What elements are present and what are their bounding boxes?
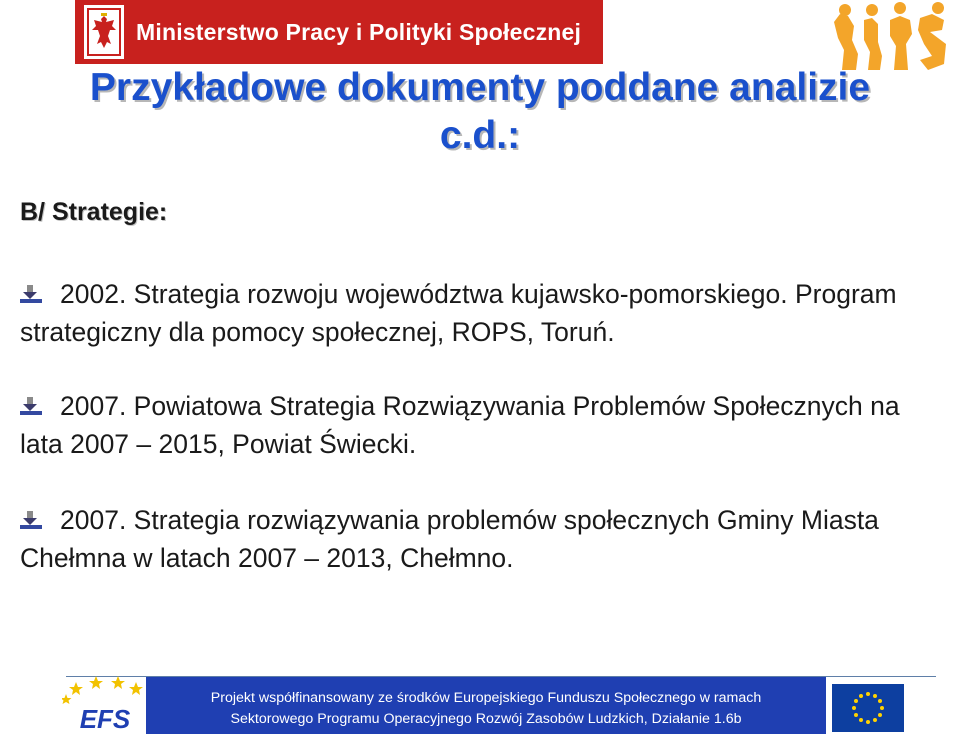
arrow-bullet-icon xyxy=(20,510,42,530)
list-item xyxy=(20,387,945,463)
efs-logo-text: EFS xyxy=(79,704,131,734)
arrow-bullet-icon xyxy=(20,396,42,416)
list-item xyxy=(20,275,945,351)
footer-line2: Sektorowego Programu Operacyjnego Rozwój Zasobów Ludzkich, Działanie 1.6b xyxy=(230,711,742,727)
ministry-banner xyxy=(75,0,603,64)
eu-flag-icon xyxy=(832,684,904,732)
efs-logo xyxy=(62,676,148,734)
section-subtitle: B/ Strategie: xyxy=(20,198,168,226)
list-item xyxy=(20,501,945,577)
polish-eagle-icon xyxy=(84,5,124,59)
slide-title xyxy=(0,64,960,160)
list-item-text: 2007. Powiatowa Strategia Rozwiązywania Problemów Społecznych na lata 2007 – 2015, Powiat Świecki. xyxy=(20,391,900,459)
footer-line1: Projekt współfinansowany ze środków Europejskiego Funduszu Społecznego w ramach xyxy=(210,690,762,706)
slide-title-line2: c.d.: xyxy=(439,114,521,157)
arrow-bullet-icon xyxy=(20,284,42,304)
list-item-text: 2002. Strategia rozwoju województwa kujawsko-pomorskiego. Program strategiczny dla pomocy społecznej, ROPS, Toruń. xyxy=(20,279,897,347)
slide-title-line1: Przykładowe dokumenty poddane analizie xyxy=(89,66,871,109)
ministry-name: Ministerstwo Pracy i Polityki Społecznej xyxy=(136,18,582,45)
footer-text xyxy=(146,688,826,730)
list-item-text: 2007. Strategia rozwiązywania problemów społecznych Gminy Miasta Chełmna w latach 2007 – 2013, Chełmno. xyxy=(20,505,879,573)
